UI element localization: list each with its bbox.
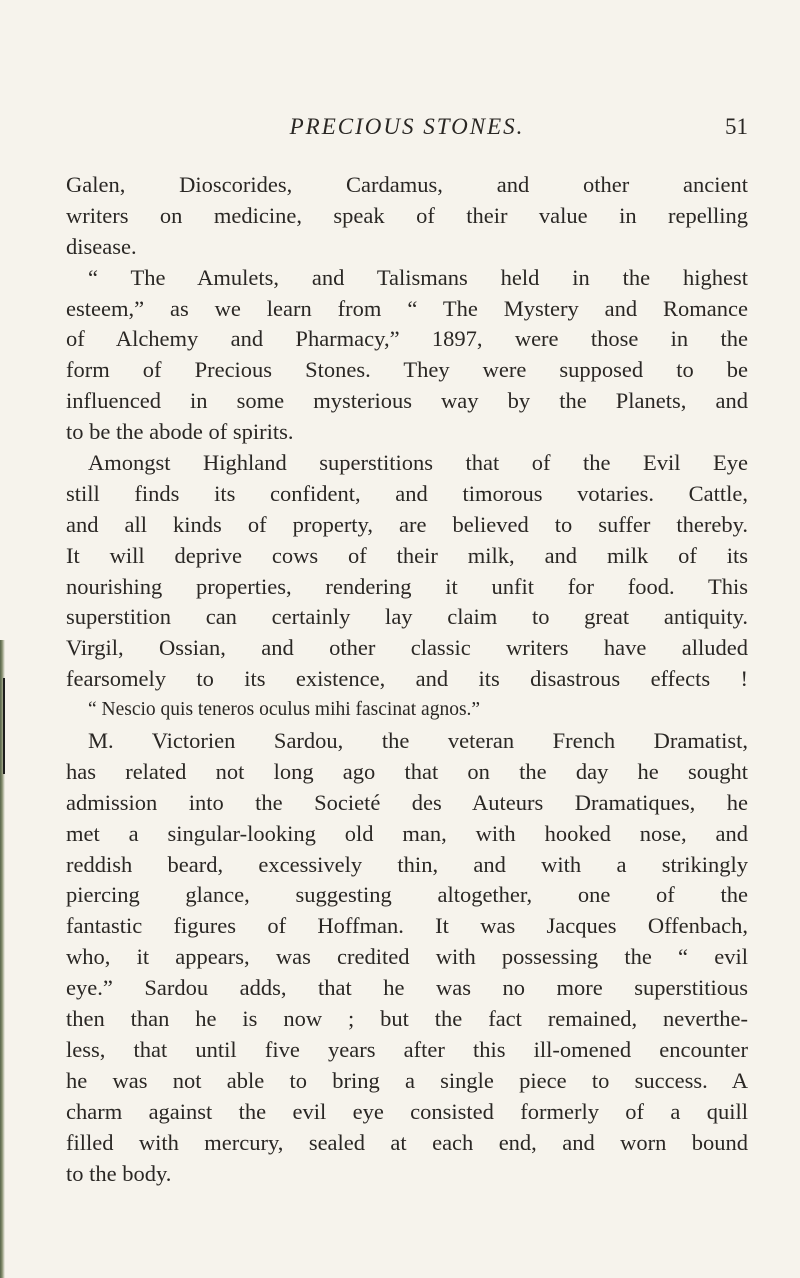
- text-line: and all kinds of property, are believed to suffer thereby.: [66, 511, 748, 537]
- text-line: influenced in some mysterious way by the Planets, and: [66, 388, 748, 414]
- text-line: who, it appears, was credited with possessing the “ evil: [66, 944, 748, 970]
- text-line: writers on medicine, speak of their value in repelling: [66, 202, 748, 228]
- text-line: he was not able to bring a single piece to success. A: [66, 1067, 748, 1093]
- text-line: charm against the evil eye consisted formerly of a quill: [66, 1098, 748, 1124]
- text-line: esteem,” as we learn from “ The Mystery and Romance: [66, 295, 748, 321]
- text-line: to be the abode of spirits.: [66, 419, 294, 445]
- text-line: of Alchemy and Pharmacy,” 1897, were those in the: [66, 326, 748, 352]
- running-head-title: PRECIOUS STONES.: [289, 114, 525, 139]
- text-line: fantastic figures of Hoffman. It was Jacques Offenbach,: [66, 913, 748, 939]
- latin-quotation: “ Nescio quis teneros oculus mihi fascinat agnos.”: [88, 699, 481, 721]
- text-line: Virgil, Ossian, and other classic writers have alluded: [66, 635, 748, 661]
- text-line: admission into the Societé des Auteurs Dramatiques, he: [66, 789, 748, 815]
- page-number: 51: [725, 114, 748, 139]
- text-line: superstition can certainly lay claim to great antiquity.: [66, 604, 748, 630]
- text-line: “ The Amulets, and Talismans held in the highest: [88, 264, 748, 290]
- text-line: fearsomely to its existence, and its disastrous effects !: [66, 666, 748, 692]
- body-text: [66, 170, 748, 1189]
- text-line: reddish beard, excessively thin, and with a strikingly: [66, 851, 748, 877]
- text-line: has related not long ago that on the day he sought: [66, 758, 748, 784]
- text-line: disease.: [66, 233, 137, 259]
- text-line: Galen, Dioscorides, Cardamus, and other ancient: [66, 172, 748, 197]
- text-line: M. Victorien Sardou, the veteran French Dramatist,: [88, 728, 748, 754]
- text-line: less, that until five years after this ill-omened encounter: [66, 1036, 748, 1062]
- text-line: Amongst Highland superstitions that of the Evil Eye: [88, 450, 748, 476]
- binding-mark: [3, 678, 5, 774]
- text-line: eye.” Sardou adds, that he was no more superstitious: [66, 975, 748, 1001]
- text-line: It will deprive cows of their milk, and milk of its: [66, 542, 748, 568]
- text-line: form of Precious Stones. They were supposed to be: [66, 357, 748, 383]
- text-line: to the body.: [66, 1160, 172, 1186]
- text-line: still finds its confident, and timorous votaries. Cattle,: [66, 480, 748, 506]
- text-line: filled with mercury, sealed at each end, and worn bound: [66, 1129, 748, 1155]
- text-line: then than he is now ; but the fact remained, neverthe-: [66, 1006, 748, 1032]
- text-line: nourishing properties, rendering it unfit for food. This: [66, 573, 748, 599]
- text-line: piercing glance, suggesting altogether, one of the: [66, 882, 748, 908]
- text-line: met a singular-looking old man, with hooked nose, and: [66, 820, 748, 846]
- running-head: [66, 112, 748, 142]
